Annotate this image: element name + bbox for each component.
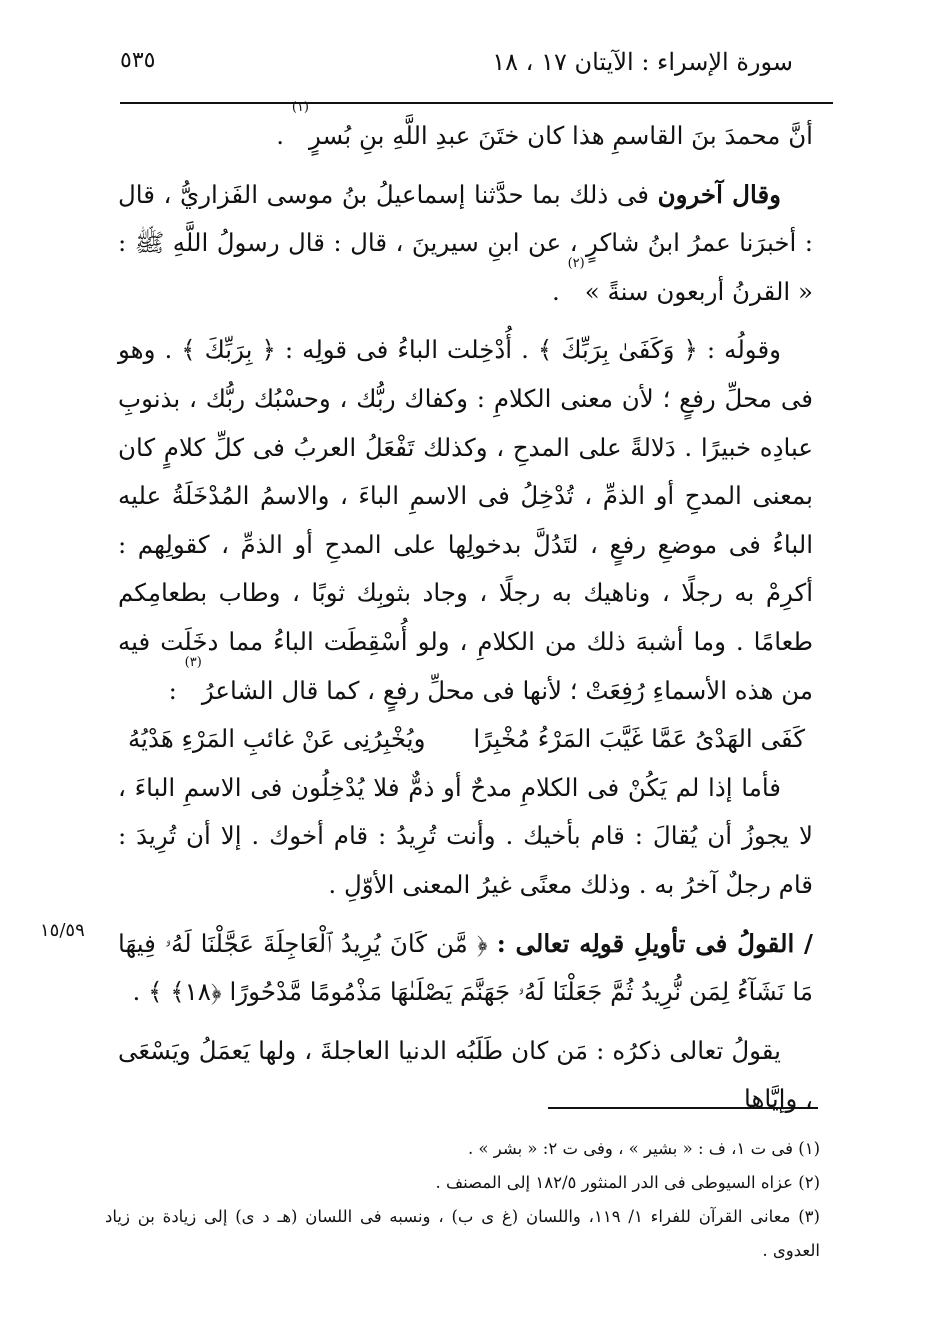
footnotes: [105, 1132, 820, 1268]
footnote-ref-2: (٢): [567, 255, 585, 271]
footnote-3: (٣) معانى القرآن للفراء ١/ ١١٩، واللسان (غ ى ب) ، ونسبه فى اللسان (هـ د ى) إلى زيادة بن زياد العدوى .: [105, 1207, 820, 1260]
footnote-ref-3: (٣): [184, 654, 202, 670]
paragraph-5: / القولُ فى تأويلِ قولِه تعالى : ﴿ مَّن كَانَ يُرِيدُ ٱلْعَاجِلَةَ عَجَّلْنَا لَهُۥ فِيهَا مَا نَشَآءُ لِمَن نُّرِيدُ ثُمَّ جَعَلْنَا لَهُۥ جَهَنَّمَ يَصْلَىٰهَا مَذْمُومًا مَّدْحُورًا ﴿١٨﴾ ﴾ .: [118, 928, 813, 1007]
footnote-2: (٢) عزاه السيوطى فى الدر المنثور ١٨٢/٥ إلى المصنف .: [435, 1173, 820, 1192]
page-header: [120, 40, 833, 104]
main-text: [118, 100, 813, 1124]
poem-hemistich-second: ويُخْبِرُنِى عَنْ غائبِ المَرْءِ هَدْيُهُ: [128, 724, 426, 754]
paragraph-5-lead: / القولُ فى تأويلِ قولِه تعالى :: [496, 928, 813, 958]
page-number: ٥٣٥: [120, 48, 156, 73]
poem-verse: [128, 715, 805, 764]
paragraph-6: يقولُ تعالى ذكرُه : مَن كان طَلَبُه الدنيا العاجلةَ ، ولها يَعمَلُ ويَسْعَى ، وإيَّاها: [118, 1035, 813, 1114]
footnote-ref-1: (١): [291, 100, 309, 115]
paragraph-2-lead: وقال آخرون: [657, 179, 781, 209]
margin-reference: ١٥/٥٩: [40, 920, 85, 941]
paragraph-1: أنَّ محمدَ بنَ القاسمِ هذا كان ختَنَ عبدِ اللَّهِ بنِ بُسرٍ$^{(١)}$ .: [276, 100, 813, 150]
paragraph-3: وقولُه : ﴿ وَكَفَىٰ بِرَبِّكَ ﴾ . أُدْخِلت الباءُ فى قولِه : ﴿ بِرَبِّكَ ﴾ . وهو فى محلِّ رفعٍ ؛ لأن معنى الكلامِ : وكفاك ربُّك ، وحسْبُك ربُّك ، بذنوبِ عبادِه خبيرًا . دَلالةً على المدحِ ، وكذلك تَفْعَلُ العربُ فى كلِّ كلامٍ كان بمعنى المدحِ أو الذمِّ ، تُدْخِلُ فى الاسمِ الباءَ ، والاسمُ المُدْخَلَةُ عليه الباءُ فى موضعِ رفعٍ ، لتَدُلَّ بدخولِها على المدحِ أو الذمِّ ، كقولِهم : أكرِمْ به رجلًا ، وناهيك به رجلًا ، وجاد بثوبِك ثوبًا ، وطاب بطعامِكم طعامًا . وما أشبهَ ذلك من الكلامِ ، ولو أُسْقِطَت الباءُ مما دخَلَت فيه من هذه الأسماءِ رُفِعَتْ ؛ لأنها فى محلِّ رفعٍ ، كما قال الشاعرُ$^{(٣)}$ :: [118, 335, 813, 705]
footnote-1: (١) فى ت ١، ف : « بشير » ، وفى ت ٢: « بشر » .: [467, 1139, 820, 1158]
footnote-divider: [548, 1107, 818, 1109]
paragraph-4: فأما إذا لم يَكُنْ فى الكلامِ مدحٌ أو ذمٌّ فلا يُدْخِلُون فى الاسمِ الباءَ ، لا يجوزُ أن يُقالَ : قام بأخيك . وأنت تُرِيدُ : قام أخوك . إلا أن تُرِيدَ : قام رجلٌ آخرُ به . وذلك معنًى غيرُ المعنى الأوّلِ .: [118, 772, 813, 899]
poem-hemistich-first: كَفَى الهَدْىُ عَمَّا غَيَّبَ المَرْءُ مُخْبِرًا: [473, 724, 805, 754]
running-title: سورة الإسراء : الآيتان ١٧ ، ١٨: [492, 48, 793, 76]
paragraph-2: وقال آخرون فى ذلك بما حدَّثنا إسماعيلُ بنُ موسى الفَزاريُّ ، قال : أخبرَنا عمرُ ابنُ شاكرٍ ، عن ابنِ سيرينَ ، قال : قال رسولُ اللَّهِ ﷺ : « القرنُ أربعون سنةً »$^{(٢)}$ .: [118, 179, 813, 306]
